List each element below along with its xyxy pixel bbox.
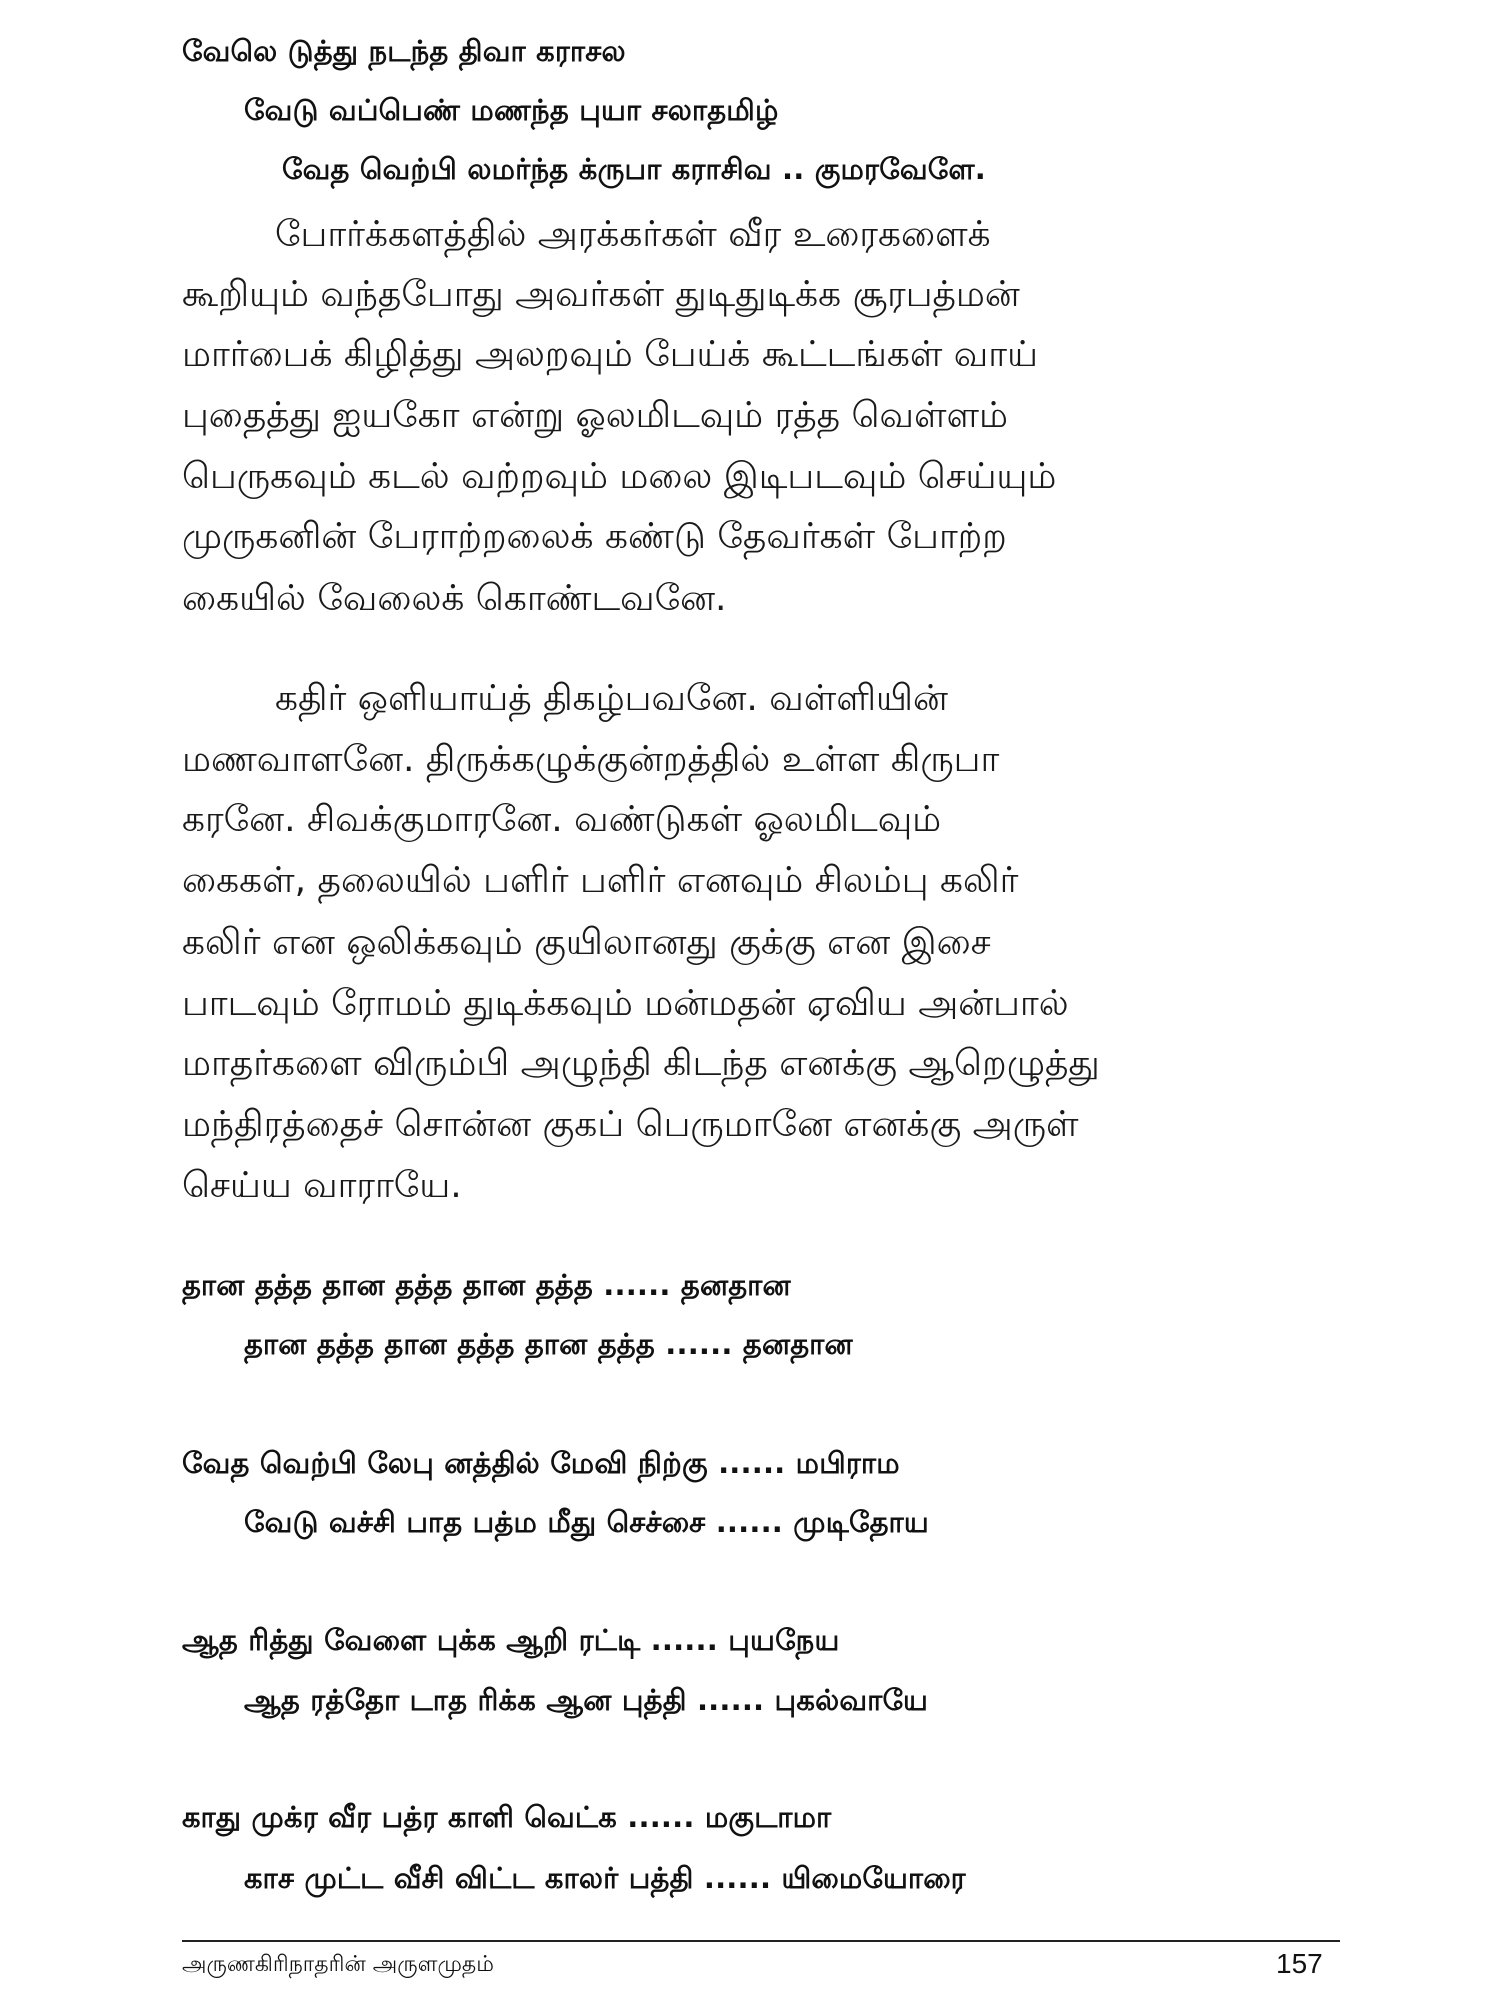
prose-line: கையில் வேலைக் கொண்டவனே.	[182, 578, 727, 619]
song-line: தான தத்த தான தத்த தான தத்த ...... தனதான	[244, 1327, 853, 1361]
prose-line: கைகள், தலையில் பளிர் பளிர் எனவும் சிலம்பு கலிர்	[182, 860, 1019, 901]
prose-line: பெருகவும் கடல் வற்றவும் மலை இடிபடவும் செய்யும்	[182, 456, 1057, 497]
song-line: ஆத ரத்தோ டாத ரிக்க ஆன புத்தி ...... புகல்வாயே	[244, 1683, 929, 1717]
footer-divider	[182, 1940, 1340, 1942]
song-line: காது முக்ர வீர பத்ர காளி வெட்க ...... மகுடாமா	[182, 1800, 832, 1834]
prose-line: கரனே. சிவக்குமாரனே. வண்டுகள் ஓலமிடவும்	[182, 799, 942, 840]
prose-line: மணவாளனே. திருக்கழுக்குன்றத்தில் உள்ள கிருபா	[182, 739, 1000, 780]
prose-line: கலிர் என ஒலிக்கவும் குயிலானது குக்கு என இசை	[182, 922, 991, 963]
prose-line: மார்பைக் கிழித்து அலறவும் பேய்க் கூட்டங்கள் வாய்	[182, 334, 1038, 375]
prose-line: செய்ய வாராயே.	[182, 1165, 462, 1206]
prose-line: கதிர் ஒளியாய்த் திகழ்பவனே. வள்ளியின்	[275, 678, 948, 719]
prose-line: போர்க்களத்தில் அரக்கர்கள் வீர உரைகளைக்	[275, 214, 991, 255]
prose-line: முருகனின் பேராற்றலைக் கண்டு தேவர்கள் போற்ற	[182, 516, 1007, 557]
song-line: காச முட்ட வீசி விட்ட காலர் பத்தி ...... யிமையோரை	[244, 1861, 966, 1895]
song-line: தான தத்த தான தத்த தான தத்த ...... தனதான	[182, 1268, 791, 1302]
song-line: ஆத ரித்து வேளை புக்க ஆறி ரட்டி ...... புயநேய	[182, 1623, 840, 1657]
prose-line: பாடவும் ரோமம் துடிக்கவும் மன்மதன் ஏவிய அன்பால்	[182, 983, 1069, 1024]
verse-line: வேத வெற்பி லமர்ந்த க்ருபா கராசிவ .. குமரவேளே.	[282, 152, 986, 186]
song-line: வேடு வச்சி பாத பத்ம மீது செச்சை ...... முடிதோய	[244, 1505, 929, 1539]
prose-line: கூறியும் வந்தபோது அவர்கள் துடிதுடிக்க சூரபத்மன்	[182, 274, 1020, 315]
verse-line: வேலெ டுத்து நடந்த திவா கராசல	[182, 34, 626, 68]
prose-line: மந்திரத்தைச் சொன்ன குகப் பெருமானே எனக்கு அருள்	[182, 1104, 1079, 1145]
page-number: 157	[1276, 1948, 1323, 1979]
song-line: வேத வெற்பி லேபு னத்தில் மேவி நிற்கு ...... மபிராம	[182, 1446, 900, 1480]
verse-line: வேடு வப்பெண் மணந்த புயா சலாதமிழ்	[244, 93, 779, 127]
footer-book-title: அருணகிரிநாதரின் அருளமுதம்	[182, 1952, 494, 1977]
prose-line: புதைத்து ஐயகோ என்று ஓலமிடவும் ரத்த வெள்ளம்	[182, 395, 1008, 436]
prose-line: மாதர்களை விரும்பி அழுந்தி கிடந்த எனக்கு ஆறெழுத்து	[182, 1043, 1100, 1084]
